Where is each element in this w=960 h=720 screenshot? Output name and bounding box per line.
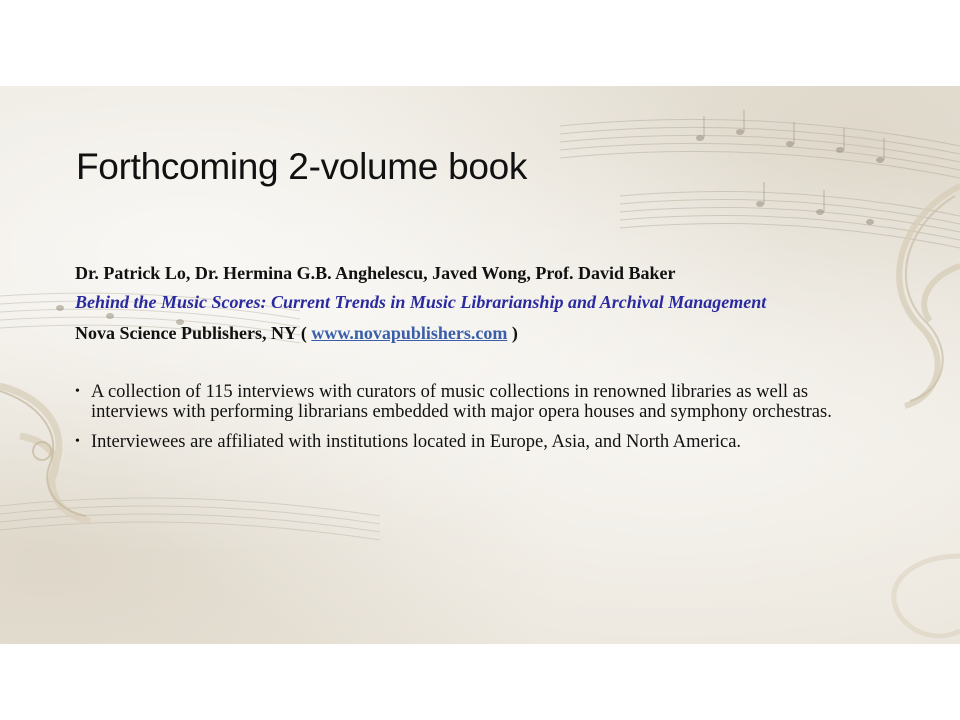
slide-title: Forthcoming 2-volume book bbox=[76, 146, 528, 187]
authors-line: Dr. Patrick Lo, Dr. Hermina G.B. Anghelescu, Javed Wong, Prof. David Baker bbox=[75, 263, 676, 283]
bullet-list bbox=[75, 382, 875, 452]
bullet-text: Interviewees are affiliated with institutions located in Europe, Asia, and North America. bbox=[91, 432, 742, 452]
book-title: Behind the Music Scores: Current Trends in Music Librarianship and Archival Management bbox=[75, 292, 767, 312]
bullet-icon: • bbox=[75, 434, 80, 449]
slide bbox=[0, 86, 960, 644]
publisher-line bbox=[75, 322, 875, 344]
publisher-suffix: ) bbox=[507, 323, 518, 343]
publisher-link[interactable]: www.novapublishers.com bbox=[311, 323, 508, 343]
bullet-item bbox=[75, 382, 871, 422]
slide-content bbox=[75, 262, 875, 462]
bullet-icon: • bbox=[75, 384, 80, 399]
bullet-item bbox=[75, 432, 871, 452]
publisher-name: Nova Science Publishers, NY ( bbox=[75, 323, 312, 343]
bullet-text: A collection of 115 interviews with curators of music collections in renowned libraries as well as interviews with performing librarians embedded with major opera houses and symphony orchestras. bbox=[91, 382, 832, 422]
